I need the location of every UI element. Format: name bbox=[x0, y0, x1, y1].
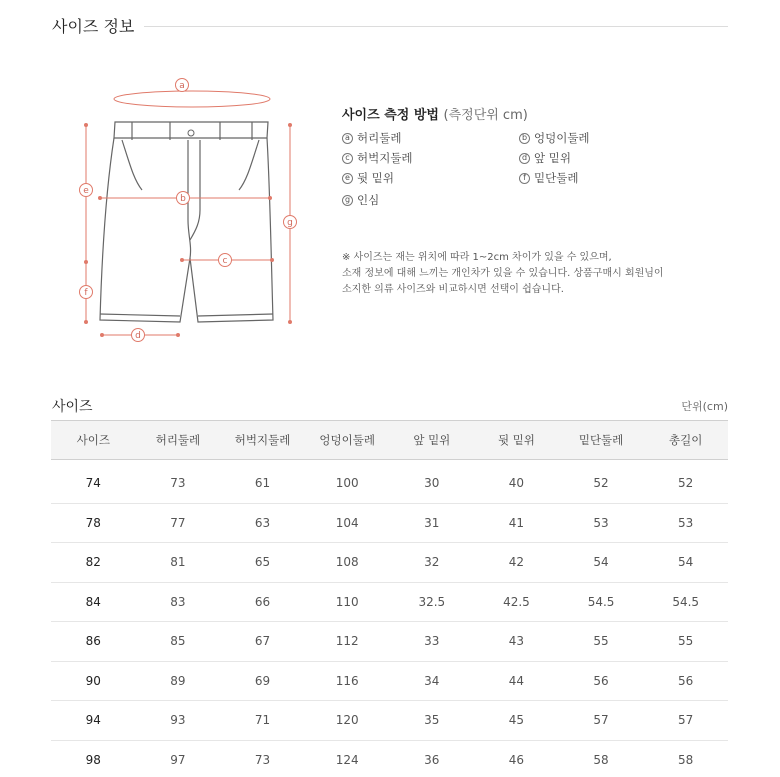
size-cell: 84 bbox=[51, 582, 136, 622]
method-item-label: 앞 밑위 bbox=[534, 151, 571, 165]
method-item-g bbox=[342, 192, 379, 208]
size-cell: 94 bbox=[51, 701, 136, 741]
table-row bbox=[51, 582, 728, 622]
measure-cell: 32 bbox=[390, 543, 475, 583]
measure-cell: 54.5 bbox=[559, 582, 644, 622]
measure-cell: 57 bbox=[559, 701, 644, 741]
method-item-b bbox=[519, 130, 590, 146]
table-row bbox=[51, 740, 728, 777]
svg-text:b: b bbox=[180, 194, 186, 204]
table-row bbox=[51, 661, 728, 701]
table-row bbox=[51, 543, 728, 583]
measure-cell: 120 bbox=[305, 701, 390, 741]
page-title: 사이즈 정보 bbox=[52, 17, 135, 36]
measure-cell: 73 bbox=[136, 464, 221, 504]
measure-cell: 33 bbox=[390, 622, 475, 662]
svg-text:d: d bbox=[135, 331, 141, 341]
measure-cell: 30 bbox=[390, 464, 475, 504]
header-divider bbox=[144, 26, 728, 27]
measure-cell: 55 bbox=[643, 622, 728, 662]
measure-cell: 112 bbox=[305, 622, 390, 662]
measure-cell: 53 bbox=[643, 503, 728, 543]
measure-cell: 61 bbox=[220, 464, 305, 504]
column-header: 사이즈 bbox=[51, 421, 136, 460]
column-header: 밑단둘레 bbox=[559, 421, 644, 460]
column-header: 뒷 밑위 bbox=[474, 421, 559, 460]
size-cell: 78 bbox=[51, 503, 136, 543]
measure-cell: 45 bbox=[474, 701, 559, 741]
table-row bbox=[51, 701, 728, 741]
marker-a bbox=[176, 79, 189, 92]
measure-cell: 42 bbox=[474, 543, 559, 583]
measure-cell: 52 bbox=[559, 464, 644, 504]
measure-cell: 104 bbox=[305, 503, 390, 543]
marker-f-icon: f bbox=[519, 173, 530, 184]
sizes-title: 사이즈 bbox=[52, 399, 93, 415]
measure-cell: 100 bbox=[305, 464, 390, 504]
marker-a-icon: a bbox=[342, 133, 353, 144]
measure-cell: 66 bbox=[220, 582, 305, 622]
measure-cell: 56 bbox=[559, 661, 644, 701]
method-item-label: 엉덩이둘레 bbox=[534, 131, 590, 145]
measure-cell: 53 bbox=[559, 503, 644, 543]
size-cell: 74 bbox=[51, 464, 136, 504]
marker-b bbox=[177, 192, 190, 205]
note-line: ※ 사이즈는 재는 위치에 따라 1~2cm 차이가 있을 수 있으며, bbox=[342, 252, 612, 263]
measure-cell: 67 bbox=[220, 622, 305, 662]
measure-cell: 46 bbox=[474, 740, 559, 777]
measure-cell: 83 bbox=[136, 582, 221, 622]
marker-g-icon: g bbox=[342, 195, 353, 206]
svg-text:e: e bbox=[83, 186, 89, 196]
measure-cell: 69 bbox=[220, 661, 305, 701]
column-header: 허벅지둘레 bbox=[220, 421, 305, 460]
size-table-body bbox=[51, 460, 728, 777]
size-cell: 90 bbox=[51, 661, 136, 701]
method-item-label: 밑단둘레 bbox=[534, 171, 579, 185]
svg-text:a: a bbox=[179, 81, 185, 91]
column-header: 총길이 bbox=[643, 421, 728, 460]
measure-cell: 44 bbox=[474, 661, 559, 701]
marker-g bbox=[284, 216, 297, 229]
column-header: 엉덩이둘레 bbox=[305, 421, 390, 460]
measure-cell: 58 bbox=[559, 740, 644, 777]
marker-c-icon: c bbox=[342, 153, 353, 164]
measure-cell: 43 bbox=[474, 622, 559, 662]
method-item-a bbox=[342, 130, 401, 146]
note-line: 소지한 의류 사이즈와 비교하시면 선택이 쉽습니다. bbox=[342, 284, 564, 295]
table-row bbox=[51, 503, 728, 543]
size-cell: 86 bbox=[51, 622, 136, 662]
measure-cell: 35 bbox=[390, 701, 475, 741]
method-item-label: 허리둘레 bbox=[357, 131, 402, 145]
measure-cell: 42.5 bbox=[474, 582, 559, 622]
method-item-d bbox=[519, 150, 571, 166]
method-item-label: 허벅지둘레 bbox=[357, 151, 413, 165]
column-header: 허리둘레 bbox=[136, 421, 221, 460]
size-table bbox=[51, 420, 728, 777]
measure-cell: 63 bbox=[220, 503, 305, 543]
measure-cell: 85 bbox=[136, 622, 221, 662]
measure-cell: 55 bbox=[559, 622, 644, 662]
measure-cell: 34 bbox=[390, 661, 475, 701]
measure-cell: 81 bbox=[136, 543, 221, 583]
marker-d bbox=[132, 329, 145, 342]
measure-cell: 108 bbox=[305, 543, 390, 583]
measure-cell: 89 bbox=[136, 661, 221, 701]
svg-text:c: c bbox=[222, 256, 228, 266]
measure-cell: 116 bbox=[305, 661, 390, 701]
measure-cell: 65 bbox=[220, 543, 305, 583]
measure-cell: 52 bbox=[643, 464, 728, 504]
method-unit: (측정단위 cm) bbox=[443, 108, 528, 123]
svg-text:g: g bbox=[287, 218, 293, 228]
column-header: 앞 밑위 bbox=[390, 421, 475, 460]
method-item-c bbox=[342, 150, 413, 166]
measure-cell: 71 bbox=[220, 701, 305, 741]
measure-cell: 54 bbox=[643, 543, 728, 583]
measure-cell: 97 bbox=[136, 740, 221, 777]
measure-cell: 58 bbox=[643, 740, 728, 777]
method-item-label: 뒷 밑위 bbox=[357, 171, 394, 185]
marker-f bbox=[80, 286, 93, 299]
method-item-f bbox=[519, 170, 578, 186]
measurement-note bbox=[342, 250, 664, 298]
table-row bbox=[51, 622, 728, 662]
measure-cell: 40 bbox=[474, 464, 559, 504]
measurement-method bbox=[342, 104, 742, 295]
marker-d-icon: d bbox=[519, 153, 530, 164]
measure-cell: 32.5 bbox=[390, 582, 475, 622]
measure-cell: 36 bbox=[390, 740, 475, 777]
size-cell: 98 bbox=[51, 740, 136, 777]
measure-cell: 31 bbox=[390, 503, 475, 543]
measure-cell: 57 bbox=[643, 701, 728, 741]
measure-cell: 54.5 bbox=[643, 582, 728, 622]
measure-cell: 56 bbox=[643, 661, 728, 701]
measure-cell: 124 bbox=[305, 740, 390, 777]
table-row bbox=[51, 464, 728, 504]
method-title bbox=[342, 104, 742, 123]
measure-cell: 77 bbox=[136, 503, 221, 543]
marker-c bbox=[219, 254, 232, 267]
measure-cell: 93 bbox=[136, 701, 221, 741]
shorts-illustration bbox=[70, 70, 320, 355]
marker-e-icon: e bbox=[342, 173, 353, 184]
measure-cell: 110 bbox=[305, 582, 390, 622]
shorts-diagram bbox=[70, 70, 320, 355]
marker-b-icon: b bbox=[519, 133, 530, 144]
unit-label: 단위(cm) bbox=[681, 400, 728, 413]
svg-text:f: f bbox=[84, 288, 88, 298]
size-cell: 82 bbox=[51, 543, 136, 583]
note-line: 소재 정보에 대해 느끼는 개인차가 있을 수 있습니다. 상품구매시 회원님이 bbox=[342, 268, 664, 279]
method-item-label: 인심 bbox=[357, 193, 380, 207]
measure-cell: 73 bbox=[220, 740, 305, 777]
measure-cell: 41 bbox=[474, 503, 559, 543]
section-header bbox=[52, 14, 728, 38]
method-item-e bbox=[342, 170, 394, 186]
measure-cell: 54 bbox=[559, 543, 644, 583]
marker-e bbox=[80, 184, 93, 197]
table-header-row bbox=[51, 421, 728, 460]
method-title-text: 사이즈 측정 방법 bbox=[342, 108, 439, 123]
